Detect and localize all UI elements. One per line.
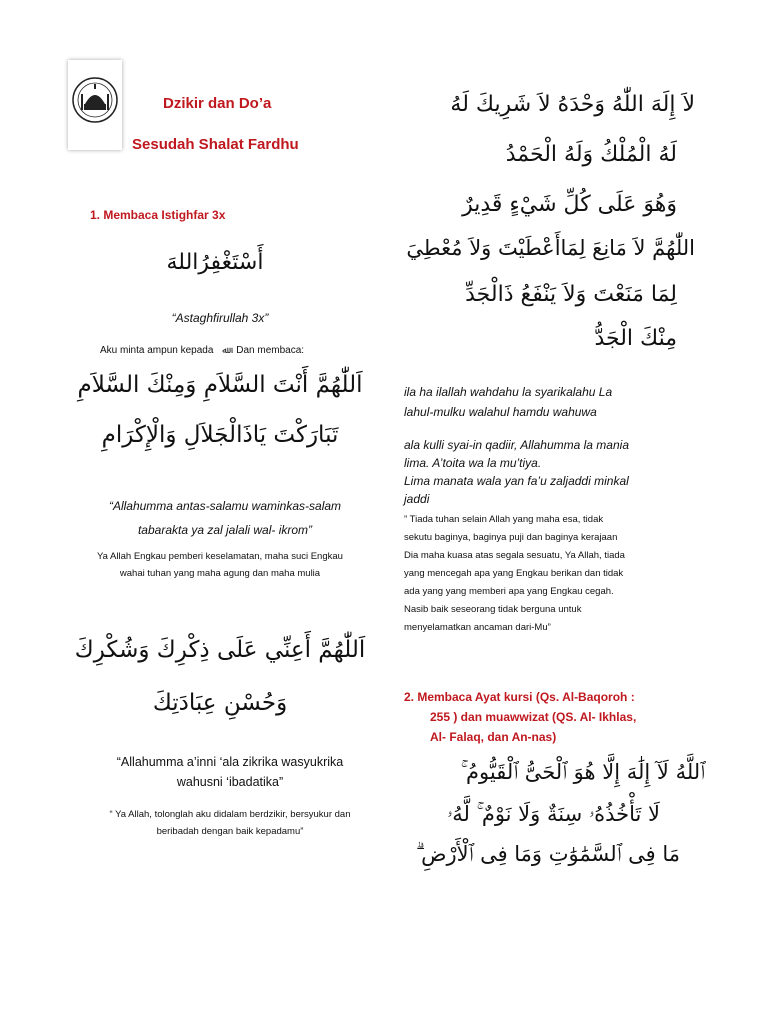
kursi-arabic-line: لَا تَأْخُذُهُۥ سِنَةٌ وَلَا نَوْمٌ ۚ لَّهُۥ <box>446 802 660 826</box>
mosque-emblem-icon <box>68 60 122 150</box>
salam-latin-2: tabarakta ya zal jalali wal- ikrom” <box>137 523 313 537</box>
ainni-arabic-1: اَللّٰهُمَّ أَعِنِّي عَلَى ذِكْرِكَ وَشُكْرِكَ <box>74 637 366 663</box>
tahlil-translation-line: Dia maha kuasa atas segala sesuatu, Ya Allah, tiada <box>404 550 625 561</box>
tahlil-arabic-line: اللّٰهُمَّ لاَ مَانِعَ لِمَاأَعْطَيْتَ وَلاَ مُعْطِيَ <box>406 236 695 260</box>
tahlil-arabic-line: وَهُوَ عَلَى كُلِّ شَيْءٍ قَدِيرٌ <box>462 192 677 217</box>
kursi-arabic-block <box>405 760 705 882</box>
istighfar-latin: “Astaghfirullah 3x” <box>171 311 269 325</box>
ainni-translation <box>60 806 400 840</box>
ampun-post: Dan membaca: <box>236 345 305 356</box>
ampun-line <box>100 345 360 356</box>
section-2-line-3: Al- Falaq, dan An-nas) <box>430 730 557 744</box>
salam-arabic-2: تَبَارَكْتَ يَاذَالْجَلاَلِ وَالْإِكْرَامِ <box>101 422 339 448</box>
salam-translation <box>60 548 380 582</box>
tahlil-latin-line: ala kulli syai-in qadiir, Allahumma la mania <box>404 438 629 452</box>
tahlil-latin-atoita: . A’toita wa la mu’tiya. <box>426 456 542 470</box>
tahlil-latin-line <box>404 454 694 472</box>
ainni-latin-2: wahusni ‘ibadatika” <box>176 775 284 789</box>
tahlil-arabic-line: مِنْكَ الْجَدُّ <box>594 326 677 351</box>
ainni-latin-1: “Allahumma a’inni ‘ala zikrika wasyukrika <box>116 755 344 769</box>
tahlil-translation-line: Nasib baik seseorang tidak berguna untuk <box>404 604 582 615</box>
salam-translation-1: Ya Allah Engkau pemberi keselamatan, maha suci Engkau <box>97 551 343 562</box>
ainni-arabic-2: وَحُسْنِ عِبَادَتِكَ <box>152 690 288 716</box>
tahlil-latin-line: lahul-mulku walahul hamdu wahuwa <box>404 405 597 419</box>
title-line-1: Dzikir dan Do’a <box>163 95 272 112</box>
section-2-line-2: 255 ) dan muawwizat (QS. Al- Ikhlas, <box>430 710 637 724</box>
tahlil-latin-line: Lima manata wala yan fa’u zaljaddi minkal <box>404 474 629 488</box>
salam-latin <box>60 494 390 542</box>
tahlil-latin-1 <box>404 382 694 422</box>
tahlil-arabic-block <box>395 92 695 366</box>
ainni-latin <box>60 752 400 792</box>
kursi-arabic-line: مَا فِى ٱلسَّمَٰوَٰتِ وَمَا فِى ٱلْأَرْضِ ۗ <box>415 842 680 866</box>
salam-translation-2: wahai tuhan yang maha agung dan maha mulia <box>119 568 321 579</box>
tahlil-arabic-line: لَهُ الْمُلْكُ وَلَهُ الْحَمْدُ <box>505 142 677 167</box>
tahlil-arabic-line: لاَ إِلَهَ اللّٰهُ وَحْدَهُ لاَ شَرِيكَ لَهُ <box>450 92 695 117</box>
section-2-heading <box>404 687 704 747</box>
salam-latin-1: “Allahumma antas-salamu waminkas-salam <box>108 499 342 513</box>
allah-glyph: ﷲ <box>222 345 228 355</box>
tahlil-latin-line: jaddi <box>404 492 430 506</box>
tahlil-translation-line: ada yang yang memberi apa yang Engkau cegah. <box>404 586 614 597</box>
section-2-line-1: 2. Membaca Ayat kursi (Qs. Al-Baqoroh : <box>404 690 635 704</box>
tahlil-arabic-line: لِمَا مَنَعْتَ وَلاَ يَنْفَعُ ذَالْجَدِّ <box>465 282 677 307</box>
section-1-heading: 1. Membaca Istighfar 3x <box>90 208 226 222</box>
tahlil-translation-line: sekutu baginya, baginya puji dan baginya kerajaan <box>404 532 618 543</box>
tahlil-latin-line: ila ha ilallah wahdahu la syarikalahu La <box>404 385 613 399</box>
ainni-translation-2: beribadah dengan baik kepadamu” <box>156 826 304 837</box>
ainni-translation-1: “ Ya Allah, tolonglah aku didalam berdzikir, bersyukur dan <box>109 809 351 820</box>
tahlil-translation <box>404 511 694 637</box>
tahlil-translation-line: yang mencegah apa yang Engkau berikan dan tidak <box>404 568 624 579</box>
mosque-logo <box>68 60 122 150</box>
salam-arabic-1: اَللّٰهُمَّ أَنْتَ السَّلاَمِ وَمِنْكَ السَّلاَمِ <box>77 372 363 398</box>
tahlil-latin-lima: lima <box>404 456 427 470</box>
kursi-arabic-line: ٱللَّهُ لَآ إِلَٰهَ إِلَّا هُوَ ٱلْحَىُّ ٱلْقَيُّومُ ۚ <box>460 760 705 784</box>
ampun-pre: Aku minta ampun kepada <box>100 345 214 356</box>
istighfar-arabic: أَسْتَغْفِرُاللهَ <box>166 250 264 275</box>
title-line-2: Sesudah Shalat Fardhu <box>132 136 299 153</box>
tahlil-translation-line: ” Tiada tuhan selain Allah yang maha esa, tidak <box>404 514 604 525</box>
tahlil-latin-2 <box>404 436 694 508</box>
tahlil-translation-line: menyelamatkan ancaman dari-Mu” <box>404 622 551 633</box>
